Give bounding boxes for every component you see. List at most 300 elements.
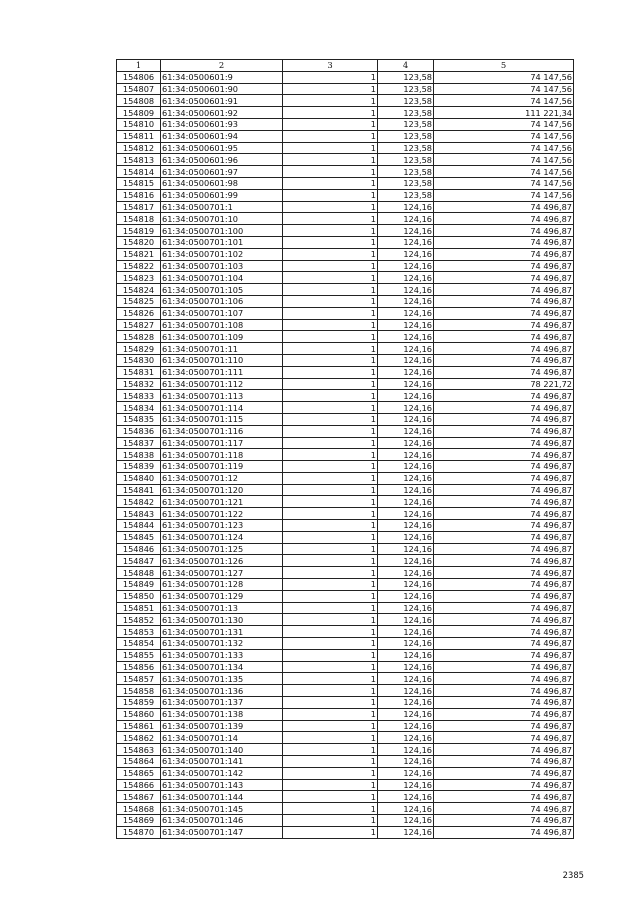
row-number-cell: 154827 [117,319,161,331]
row-number-cell: 154825 [117,295,161,307]
cadastral-number-cell: 61:34:0500701:107 [161,307,283,319]
value-cell: 74 496,87 [434,815,574,827]
value-cell: 74 496,87 [434,567,574,579]
table-row [117,614,574,626]
quantity-cell: 1 [283,272,378,284]
value-cell: 74 496,87 [434,248,574,260]
area-cell: 124,16 [378,472,434,484]
row-number-cell: 154868 [117,803,161,815]
value-cell: 74 496,87 [434,638,574,650]
quantity-cell: 1 [283,83,378,95]
table-row [117,201,574,213]
area-cell: 124,16 [378,284,434,296]
quantity-cell: 1 [283,307,378,319]
row-number-cell: 154848 [117,567,161,579]
row-number-cell: 154806 [117,71,161,83]
quantity-cell: 1 [283,331,378,343]
value-cell: 74 147,56 [434,71,574,83]
table-row [117,319,574,331]
cadastral-number-cell: 61:34:0500701:133 [161,649,283,661]
value-cell: 74 496,87 [434,461,574,473]
quantity-cell: 1 [283,402,378,414]
table-row [117,661,574,673]
table-row [117,803,574,815]
area-cell: 123,58 [378,83,434,95]
row-number-cell: 154841 [117,484,161,496]
cadastral-number-cell: 61:34:0500701:137 [161,697,283,709]
area-cell: 124,16 [378,649,434,661]
row-number-cell: 154818 [117,213,161,225]
row-number-cell: 154854 [117,638,161,650]
value-cell: 74 496,87 [434,732,574,744]
value-cell: 74 496,87 [434,791,574,803]
value-cell: 74 496,87 [434,779,574,791]
quantity-cell: 1 [283,649,378,661]
table-row [117,685,574,697]
area-cell: 123,58 [378,154,434,166]
row-number-cell: 154834 [117,402,161,414]
area-cell: 124,16 [378,461,434,473]
cadastral-number-cell: 61:34:0500701:139 [161,720,283,732]
quantity-cell: 1 [283,284,378,296]
area-cell: 124,16 [378,720,434,732]
value-cell: 74 496,87 [434,708,574,720]
table-row [117,118,574,130]
table-row [117,142,574,154]
quantity-cell: 1 [283,543,378,555]
quantity-cell: 1 [283,95,378,107]
quantity-cell: 1 [283,225,378,237]
row-number-cell: 154813 [117,154,161,166]
page-number: 2385 [562,870,584,880]
cadastral-number-cell: 61:34:0500601:94 [161,130,283,142]
row-number-cell: 154859 [117,697,161,709]
cadastral-number-cell: 61:34:0500701:122 [161,508,283,520]
header-row [117,60,574,72]
quantity-cell: 1 [283,484,378,496]
table-row [117,484,574,496]
cadastral-number-cell: 61:34:0500701:101 [161,236,283,248]
area-cell: 123,58 [378,107,434,119]
quantity-cell: 1 [283,437,378,449]
quantity-cell: 1 [283,708,378,720]
table-row [117,449,574,461]
table-row [117,508,574,520]
cadastral-number-cell: 61:34:0500701:142 [161,767,283,779]
value-cell: 74 496,87 [434,472,574,484]
row-number-cell: 154844 [117,520,161,532]
value-cell: 78 221,72 [434,378,574,390]
area-cell: 124,16 [378,543,434,555]
cadastral-number-cell: 61:34:0500701:106 [161,295,283,307]
table-row [117,520,574,532]
quantity-cell: 1 [283,826,378,838]
row-number-cell: 154867 [117,791,161,803]
cadastral-number-cell: 61:34:0500701:135 [161,673,283,685]
quantity-cell: 1 [283,508,378,520]
row-number-cell: 154817 [117,201,161,213]
value-cell: 74 496,87 [434,284,574,296]
row-number-cell: 154839 [117,461,161,473]
quantity-cell: 1 [283,531,378,543]
cadastral-number-cell: 61:34:0500701:103 [161,260,283,272]
row-number-cell: 154835 [117,413,161,425]
area-cell: 124,16 [378,272,434,284]
table-row [117,83,574,95]
row-number-cell: 154860 [117,708,161,720]
quantity-cell: 1 [283,697,378,709]
area-cell: 123,58 [378,71,434,83]
table-row [117,225,574,237]
cadastral-number-cell: 61:34:0500701:113 [161,390,283,402]
value-cell: 74 147,56 [434,118,574,130]
row-number-cell: 154808 [117,95,161,107]
row-number-cell: 154810 [117,118,161,130]
quantity-cell: 1 [283,803,378,815]
table-row [117,307,574,319]
cadastral-number-cell: 61:34:0500701:141 [161,756,283,768]
cadastral-number-cell: 61:34:0500701:14 [161,732,283,744]
table-row [117,343,574,355]
row-number-cell: 154822 [117,260,161,272]
area-cell: 124,16 [378,826,434,838]
row-number-cell: 154864 [117,756,161,768]
quantity-cell: 1 [283,496,378,508]
row-number-cell: 154826 [117,307,161,319]
area-cell: 124,16 [378,437,434,449]
quantity-cell: 1 [283,213,378,225]
header-col-3: 3 [283,60,378,72]
cadastral-number-cell: 61:34:0500701:144 [161,791,283,803]
value-cell: 74 496,87 [434,260,574,272]
table-row [117,177,574,189]
area-cell: 124,16 [378,260,434,272]
value-cell: 111 221,34 [434,107,574,119]
quantity-cell: 1 [283,71,378,83]
table-row [117,413,574,425]
quantity-cell: 1 [283,449,378,461]
quantity-cell: 1 [283,626,378,638]
row-number-cell: 154840 [117,472,161,484]
cadastral-number-cell: 61:34:0500701:12 [161,472,283,484]
value-cell: 74 496,87 [434,402,574,414]
table-row [117,602,574,614]
row-number-cell: 154858 [117,685,161,697]
area-cell: 123,58 [378,177,434,189]
table-row [117,166,574,178]
area-cell: 124,16 [378,413,434,425]
row-number-cell: 154814 [117,166,161,178]
cadastral-number-cell: 61:34:0500701:100 [161,225,283,237]
cadastral-number-cell: 61:34:0500701:134 [161,661,283,673]
area-cell: 124,16 [378,756,434,768]
quantity-cell: 1 [283,602,378,614]
table-row [117,71,574,83]
cadastral-number-cell: 61:34:0500701:128 [161,579,283,591]
quantity-cell: 1 [283,295,378,307]
value-cell: 74 496,87 [434,555,574,567]
table-row [117,555,574,567]
quantity-cell: 1 [283,378,378,390]
area-cell: 124,16 [378,744,434,756]
row-number-cell: 154838 [117,449,161,461]
cadastral-number-cell: 61:34:0500701:131 [161,626,283,638]
quantity-cell: 1 [283,248,378,260]
row-number-cell: 154846 [117,543,161,555]
value-cell: 74 496,87 [434,614,574,626]
area-cell: 124,16 [378,366,434,378]
cadastral-number-cell: 61:34:0500701:13 [161,602,283,614]
table-row [117,107,574,119]
value-cell: 74 496,87 [434,366,574,378]
quantity-cell: 1 [283,779,378,791]
table-body [117,71,574,838]
quantity-cell: 1 [283,579,378,591]
table-row [117,567,574,579]
value-cell: 74 496,87 [434,673,574,685]
quantity-cell: 1 [283,107,378,119]
quantity-cell: 1 [283,720,378,732]
cadastral-number-cell: 61:34:0500701:129 [161,590,283,602]
value-cell: 74 147,56 [434,142,574,154]
quantity-cell: 1 [283,177,378,189]
table-row [117,437,574,449]
row-number-cell: 154857 [117,673,161,685]
value-cell: 74 496,87 [434,354,574,366]
area-cell: 124,16 [378,567,434,579]
value-cell: 74 496,87 [434,413,574,425]
cadastral-number-cell: 61:34:0500701:116 [161,425,283,437]
value-cell: 74 496,87 [434,543,574,555]
table-row [117,673,574,685]
row-number-cell: 154850 [117,590,161,602]
quantity-cell: 1 [283,661,378,673]
cadastral-number-cell: 61:34:0500701:127 [161,567,283,579]
area-cell: 124,16 [378,248,434,260]
row-number-cell: 154816 [117,189,161,201]
area-cell: 124,16 [378,590,434,602]
row-number-cell: 154862 [117,732,161,744]
table-row [117,590,574,602]
value-cell: 74 496,87 [434,425,574,437]
value-cell: 74 496,87 [434,756,574,768]
area-cell: 124,16 [378,614,434,626]
value-cell: 74 496,87 [434,225,574,237]
table-row [117,425,574,437]
value-cell: 74 496,87 [434,307,574,319]
value-cell: 74 496,87 [434,602,574,614]
cadastral-number-cell: 61:34:0500701:125 [161,543,283,555]
table-row [117,472,574,484]
table-row [117,236,574,248]
area-cell: 124,16 [378,697,434,709]
row-number-cell: 154842 [117,496,161,508]
row-number-cell: 154829 [117,343,161,355]
area-cell: 124,16 [378,520,434,532]
area-cell: 124,16 [378,343,434,355]
area-cell: 124,16 [378,602,434,614]
row-number-cell: 154847 [117,555,161,567]
cadastral-number-cell: 61:34:0500701:121 [161,496,283,508]
area-cell: 123,58 [378,95,434,107]
quantity-cell: 1 [283,189,378,201]
cadastral-number-cell: 61:34:0500701:140 [161,744,283,756]
quantity-cell: 1 [283,130,378,142]
area-cell: 124,16 [378,449,434,461]
quantity-cell: 1 [283,260,378,272]
row-number-cell: 154855 [117,649,161,661]
value-cell: 74 496,87 [434,343,574,355]
area-cell: 124,16 [378,791,434,803]
cadastral-number-cell: 61:34:0500701:146 [161,815,283,827]
area-cell: 124,16 [378,225,434,237]
quantity-cell: 1 [283,390,378,402]
value-cell: 74 147,56 [434,177,574,189]
table-row [117,378,574,390]
row-number-cell: 154870 [117,826,161,838]
area-cell: 124,16 [378,767,434,779]
value-cell: 74 147,56 [434,166,574,178]
area-cell: 124,16 [378,425,434,437]
cadastral-number-cell: 61:34:0500701:105 [161,284,283,296]
quantity-cell: 1 [283,319,378,331]
table-row [117,95,574,107]
table-row [117,779,574,791]
row-number-cell: 154863 [117,744,161,756]
value-cell: 74 496,87 [434,744,574,756]
area-cell: 124,16 [378,484,434,496]
area-cell: 124,16 [378,661,434,673]
row-number-cell: 154832 [117,378,161,390]
table-row [117,402,574,414]
area-cell: 124,16 [378,803,434,815]
quantity-cell: 1 [283,767,378,779]
cadastral-number-cell: 61:34:0500601:92 [161,107,283,119]
header-col-4: 4 [378,60,434,72]
table-row [117,744,574,756]
value-cell: 74 496,87 [434,520,574,532]
quantity-cell: 1 [283,756,378,768]
quantity-cell: 1 [283,354,378,366]
cadastral-number-cell: 61:34:0500701:123 [161,520,283,532]
cadastral-number-cell: 61:34:0500601:98 [161,177,283,189]
cadastral-number-cell: 61:34:0500701:111 [161,366,283,378]
quantity-cell: 1 [283,425,378,437]
cadastral-number-cell: 61:34:0500701:11 [161,343,283,355]
row-number-cell: 154866 [117,779,161,791]
value-cell: 74 147,56 [434,189,574,201]
quantity-cell: 1 [283,567,378,579]
row-number-cell: 154819 [117,225,161,237]
area-cell: 124,16 [378,331,434,343]
table-row [117,390,574,402]
value-cell: 74 496,87 [434,649,574,661]
row-number-cell: 154824 [117,284,161,296]
table-row [117,130,574,142]
cadastral-number-cell: 61:34:0500701:109 [161,331,283,343]
row-number-cell: 154828 [117,331,161,343]
value-cell: 74 496,87 [434,236,574,248]
area-cell: 124,16 [378,708,434,720]
area-cell: 123,58 [378,189,434,201]
area-cell: 124,16 [378,319,434,331]
cadastral-number-cell: 61:34:0500701:102 [161,248,283,260]
table-row [117,331,574,343]
cadastral-number-cell: 61:34:0500701:119 [161,461,283,473]
table-row [117,767,574,779]
value-cell: 74 496,87 [434,767,574,779]
area-cell: 124,16 [378,236,434,248]
row-number-cell: 154815 [117,177,161,189]
area-cell: 123,58 [378,142,434,154]
table-row [117,791,574,803]
cadastral-number-cell: 61:34:0500701:108 [161,319,283,331]
value-cell: 74 496,87 [434,531,574,543]
table-row [117,543,574,555]
cadastral-number-cell: 61:34:0500701:114 [161,402,283,414]
header-col-5: 5 [434,60,574,72]
table-row [117,248,574,260]
cadastral-number-cell: 61:34:0500601:90 [161,83,283,95]
value-cell: 74 496,87 [434,579,574,591]
cadastral-number-cell: 61:34:0500601:95 [161,142,283,154]
area-cell: 124,16 [378,307,434,319]
cadastral-number-cell: 61:34:0500701:136 [161,685,283,697]
value-cell: 74 496,87 [434,626,574,638]
cadastral-number-cell: 61:34:0500701:143 [161,779,283,791]
cadastral-number-cell: 61:34:0500701:124 [161,531,283,543]
value-cell: 74 496,87 [434,803,574,815]
row-number-cell: 154845 [117,531,161,543]
value-cell: 74 496,87 [434,496,574,508]
table-row [117,649,574,661]
area-cell: 124,16 [378,402,434,414]
row-number-cell: 154856 [117,661,161,673]
value-cell: 74 496,87 [434,826,574,838]
register-table [116,59,574,839]
row-number-cell: 154869 [117,815,161,827]
row-number-cell: 154836 [117,425,161,437]
cadastral-number-cell: 61:34:0500601:96 [161,154,283,166]
table-row [117,496,574,508]
area-cell: 124,16 [378,815,434,827]
cadastral-number-cell: 61:34:0500701:110 [161,354,283,366]
quantity-cell: 1 [283,685,378,697]
row-number-cell: 154811 [117,130,161,142]
table-row [117,732,574,744]
area-cell: 124,16 [378,354,434,366]
value-cell: 74 496,87 [434,697,574,709]
quantity-cell: 1 [283,555,378,567]
quantity-cell: 1 [283,366,378,378]
value-cell: 74 496,87 [434,590,574,602]
header-col-2: 2 [161,60,283,72]
area-cell: 124,16 [378,295,434,307]
area-cell: 124,16 [378,531,434,543]
value-cell: 74 496,87 [434,720,574,732]
cadastral-number-cell: 61:34:0500701:1 [161,201,283,213]
row-number-cell: 154861 [117,720,161,732]
cadastral-number-cell: 61:34:0500701:115 [161,413,283,425]
value-cell: 74 496,87 [434,449,574,461]
table-row [117,260,574,272]
table-row [117,295,574,307]
table-row [117,189,574,201]
quantity-cell: 1 [283,118,378,130]
value-cell: 74 147,56 [434,130,574,142]
row-number-cell: 154853 [117,626,161,638]
area-cell: 124,16 [378,732,434,744]
